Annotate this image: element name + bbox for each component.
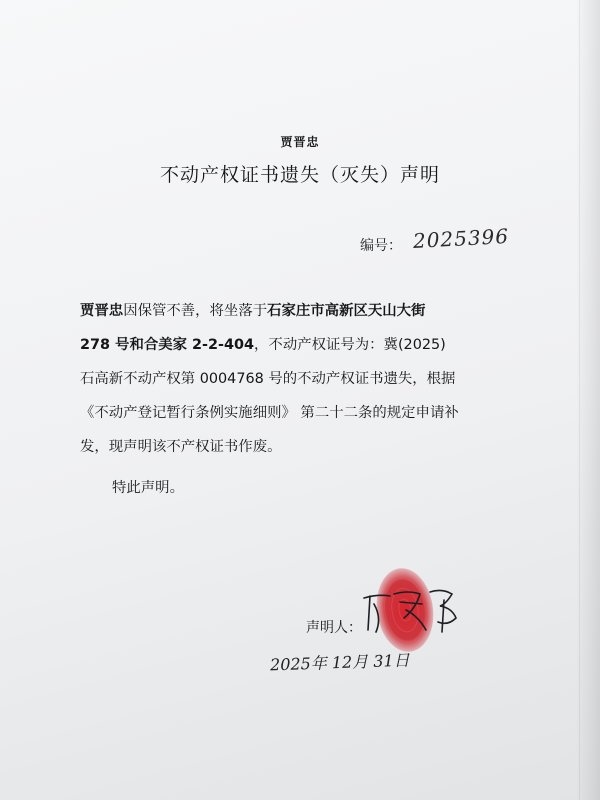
declarant-label: 声明人： bbox=[306, 620, 362, 636]
property-location: 石家庄市高新区天山大街 278 号和合美家 2-2-404 bbox=[80, 303, 426, 353]
document-title: 不动产权证书遗失（灭失）声明 bbox=[159, 164, 440, 186]
header-name: 贾晋忠 bbox=[280, 135, 320, 149]
declaration-body bbox=[80, 294, 460, 464]
closing-statement: 特此声明。 bbox=[112, 480, 184, 496]
serial-number-handwritten: 2025396 bbox=[412, 223, 510, 253]
declarant-name: 贾晋忠 bbox=[80, 303, 124, 319]
paper-edge-line bbox=[579, 0, 580, 800]
serial-label: 编号： bbox=[360, 238, 402, 254]
date-handwritten: 2025年 12月 31日 bbox=[269, 650, 410, 675]
fingerprint-and-signature bbox=[360, 560, 470, 660]
body-text-1: 因保管不善，将坐落于 bbox=[123, 303, 268, 319]
signature-area bbox=[360, 560, 470, 660]
body-text-2: ，不动产权证号为：冀(2025)石高新不动产权第 0004768 号的不动产权证书遗失，根据《不动产登记暂行条例实施细则》 第二十二条的规定申请补发，现声明该不产权证书作废。 bbox=[80, 337, 459, 455]
